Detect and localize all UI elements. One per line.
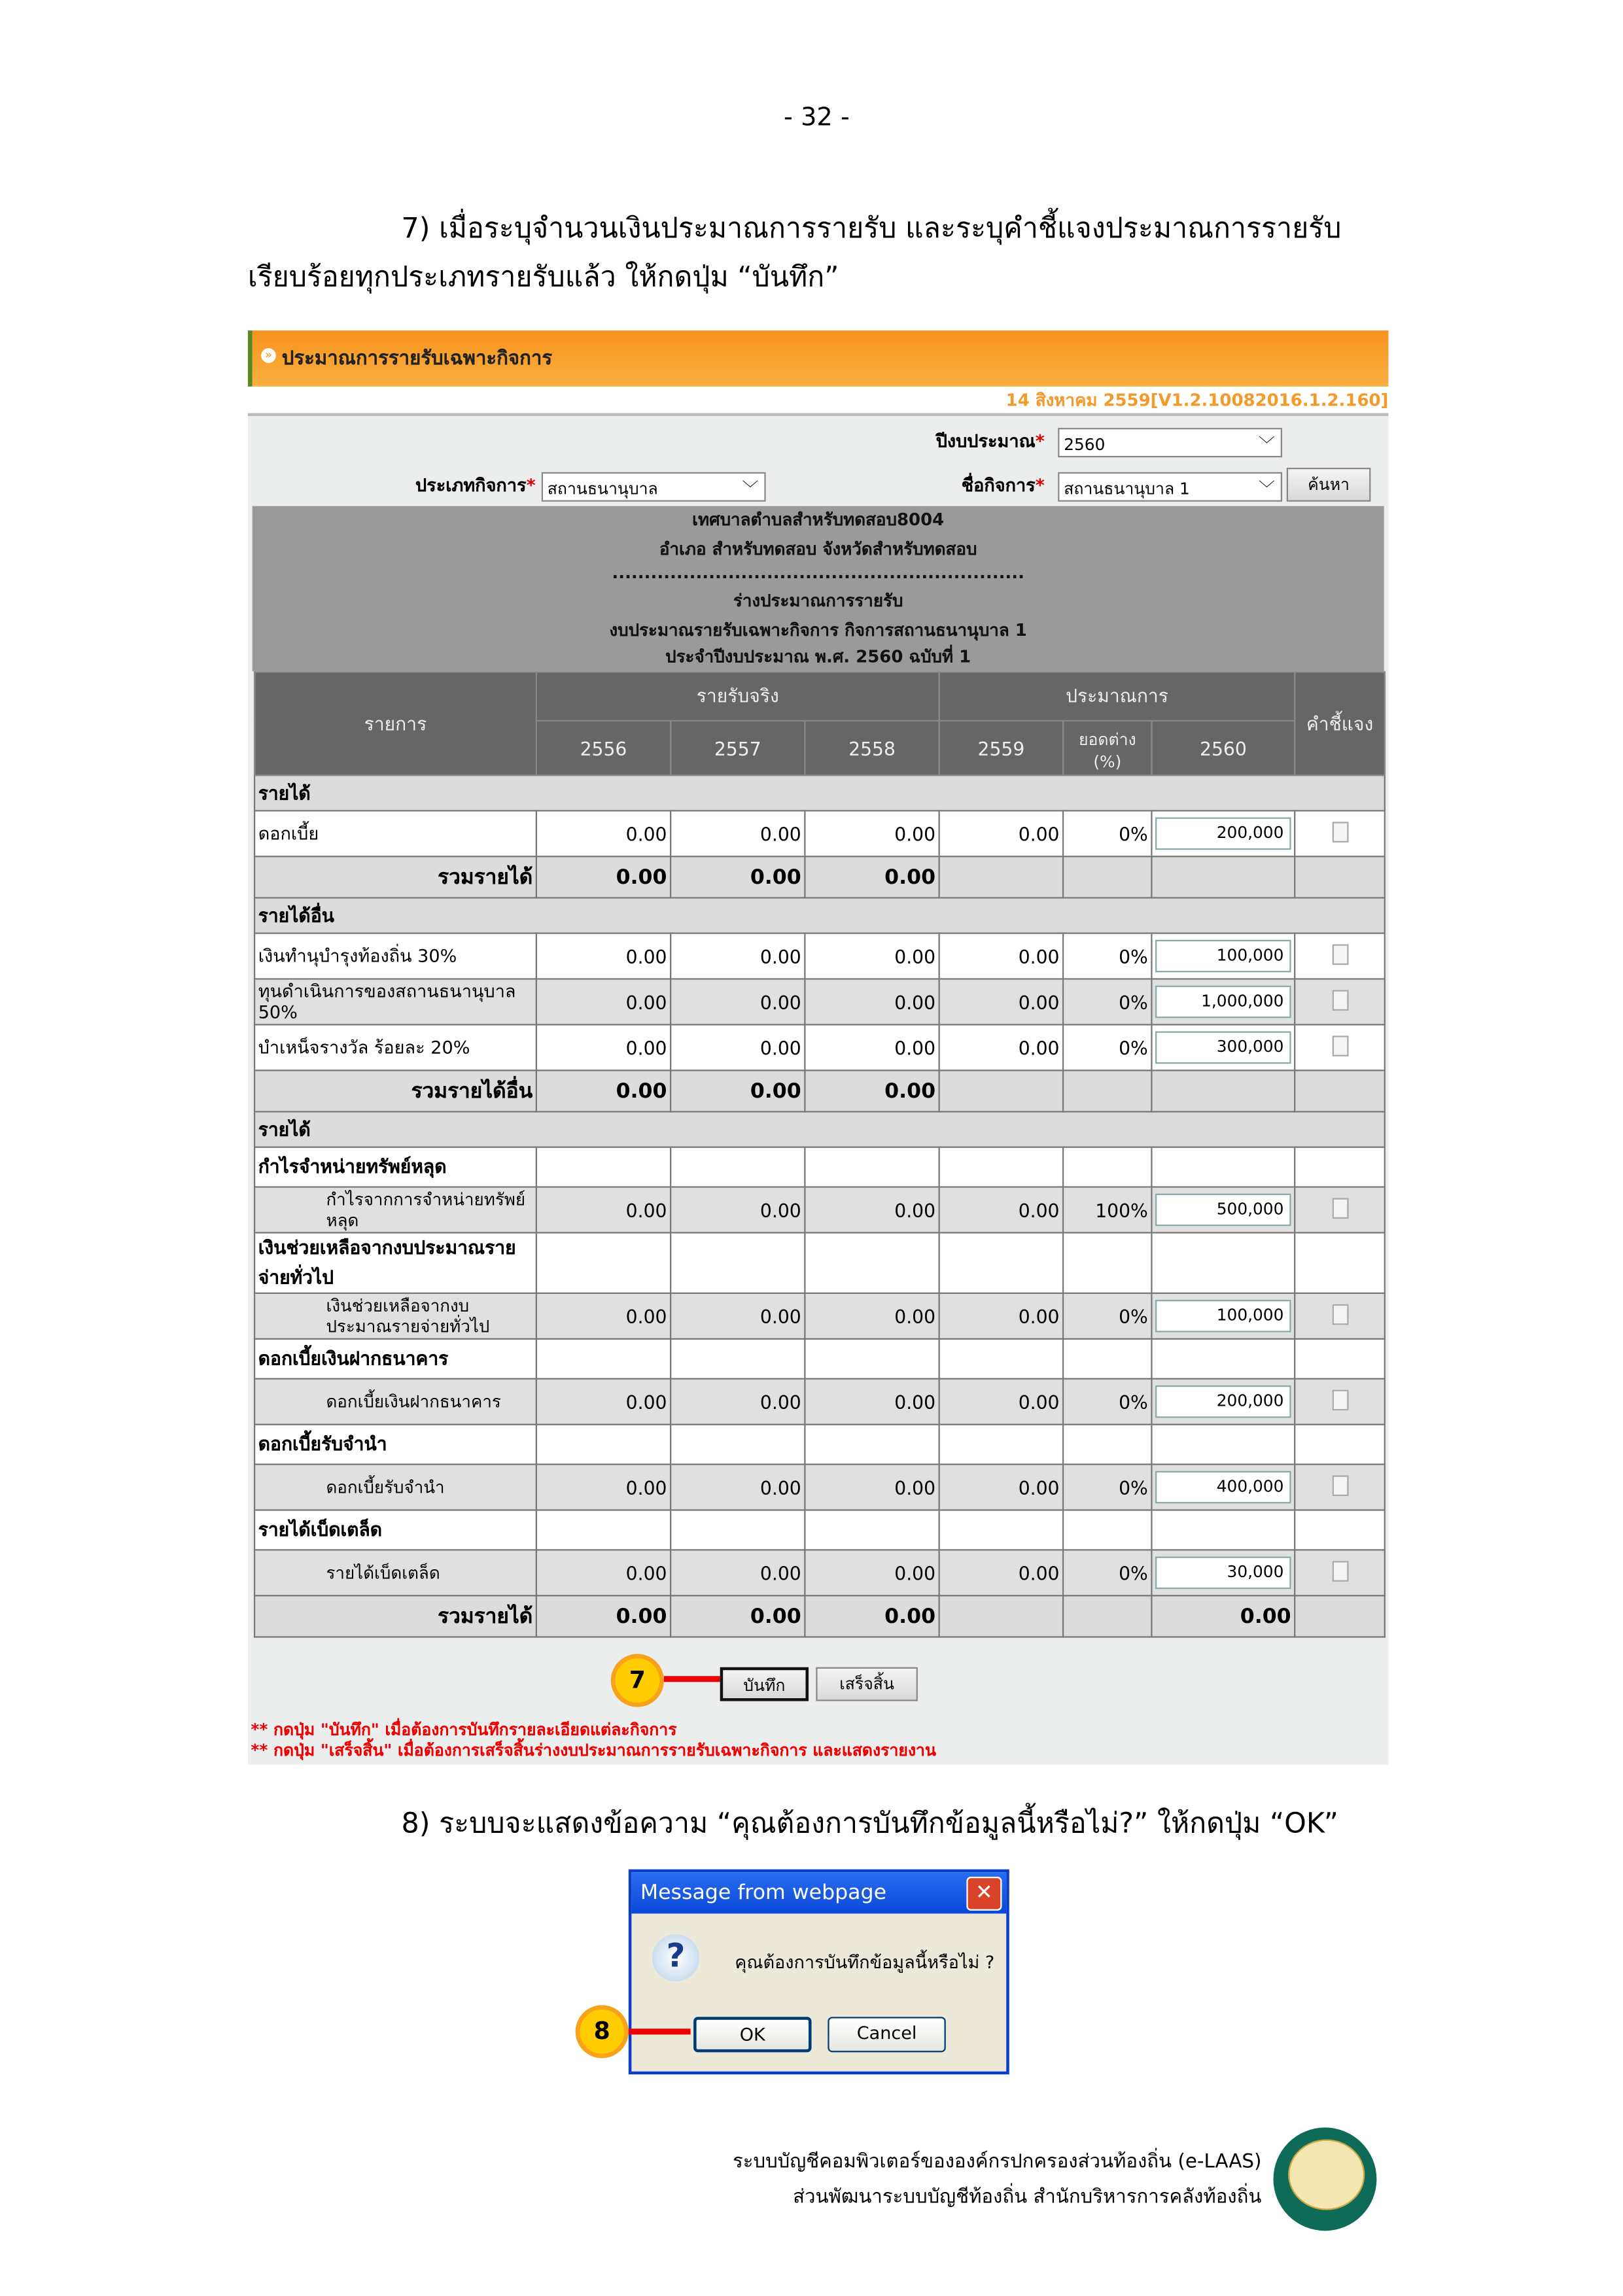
group-label: รายได้เบ็ดเตล็ด [254, 1510, 536, 1550]
heading-line: ประจำปีงบประมาณ พ.ศ. 2560 ฉบับที่ 1 [665, 646, 971, 667]
empty-cell [1063, 1595, 1151, 1637]
table-row-group [254, 1232, 1385, 1293]
empty-cell [805, 1425, 939, 1465]
estimate-input[interactable]: 30,000 [1155, 1557, 1291, 1590]
value-cell: 0.00 [805, 810, 939, 856]
diff-percent: 0% [1063, 1465, 1151, 1510]
footer-line1: ระบบบัญชีคอมพิวเตอร์ขององค์กรปกครองส่วนท้องถิ่น (e-LAAS) [732, 2151, 1262, 2174]
note-cell [1295, 933, 1385, 979]
value-cell: 0.00 [805, 1293, 939, 1339]
confirm-dialog [629, 1870, 1009, 2075]
table-row-section [254, 1112, 1385, 1147]
value-cell: 0.00 [536, 1379, 671, 1425]
col-2558: 2558 [805, 721, 939, 775]
diff-percent: 0% [1063, 1550, 1151, 1595]
callout-7: 7 [611, 1654, 664, 1707]
type-select[interactable]: สถานธนานุบาล ﹀ [542, 472, 766, 502]
empty-cell [1151, 1339, 1295, 1379]
revenue-estimate-panel [248, 330, 1389, 1764]
value-cell: 0.00 [671, 1465, 805, 1510]
empty-cell [1063, 1510, 1151, 1550]
empty-cell [536, 1147, 671, 1187]
empty-cell [939, 1232, 1063, 1293]
empty-cell [536, 1232, 671, 1293]
col-2556: 2556 [536, 721, 671, 775]
value-cell: 0.00 [805, 933, 939, 979]
note-save: ** กดปุ่ม "บันทึก" เมื่อต้องการบันทึกรายละเอียดแต่ละกิจการ [251, 1720, 677, 1740]
value-cell: 0.00 [939, 933, 1063, 979]
value-cell: 0.00 [536, 1187, 671, 1233]
col-note: คำชี้แจง [1295, 672, 1385, 775]
total-2560 [1151, 856, 1295, 897]
diff-percent: 0% [1063, 1024, 1151, 1070]
total-value: 0.00 [805, 1595, 939, 1637]
group-label: ดอกเบี้ยรับจำนำ [254, 1425, 536, 1465]
empty-cell [671, 1147, 805, 1187]
group-label: เงินช่วยเหลือจากงบประมาณรายจ่ายทั่วไป [254, 1232, 536, 1293]
estimate-input[interactable]: 200,000 [1155, 818, 1291, 850]
total-value: 0.00 [671, 1070, 805, 1111]
chevron-down-icon: ﹀ [1258, 479, 1275, 499]
col-2560: 2560 [1151, 721, 1295, 775]
heading-line: งบประมาณรายรับเฉพาะกิจการ กิจการสถานธนานุบาล 1 [609, 619, 1027, 640]
report-heading [253, 506, 1384, 672]
value-cell: 0.00 [939, 1379, 1063, 1425]
diff-percent: 0% [1063, 810, 1151, 856]
callout-arrow [664, 1676, 720, 1682]
total-label: รวมรายได้ [254, 856, 536, 897]
estimate-input[interactable]: 100,000 [1155, 940, 1291, 973]
table-row-group [254, 1425, 1385, 1465]
estimate-2560-cell [1151, 1550, 1295, 1595]
value-cell: 0.00 [671, 810, 805, 856]
document-icon[interactable] [1332, 1197, 1348, 1218]
empty-cell [939, 1070, 1063, 1111]
empty-cell [1063, 856, 1151, 897]
table-row-item [254, 1379, 1385, 1425]
value-cell: 0.00 [671, 1379, 805, 1425]
value-cell: 0.00 [805, 1379, 939, 1425]
empty-cell [671, 1339, 805, 1379]
empty-cell [671, 1232, 805, 1293]
date-version: 14 สิงหาคม 2559[V1.2.10082016.1.2.160] [248, 387, 1389, 416]
empty-cell [1063, 1147, 1151, 1187]
value-cell: 0.00 [536, 979, 671, 1025]
step7-line1: 7) เมื่อระบุจำนวนเงินประมาณการรายรับ และระบุคำชี้แจงประมาณการรายรับ [401, 212, 1342, 245]
table-row-total [254, 1070, 1385, 1111]
heading-line: เทศบาลตำบลสำหรับทดสอบ8004 [692, 509, 945, 530]
value-cell: 0.00 [671, 1293, 805, 1339]
value-cell: 0.00 [939, 1550, 1063, 1595]
section-label: รายได้ [254, 775, 1385, 810]
footer-line2: ส่วนพัฒนาระบบบัญชีท้องถิ่น สำนักบริหารการคลังท้องถิ่น [793, 2186, 1262, 2209]
step7-line2: เรียบร้อยทุกประเภทรายรับแล้ว ให้กดปุ่ม “บันทึก” [247, 261, 839, 294]
year-label: ปีงบประมาณ* [935, 430, 1045, 452]
estimate-2560-cell [1151, 1465, 1295, 1510]
note-cell [1295, 1187, 1385, 1233]
cancel-button[interactable]: Cancel [828, 2017, 945, 2052]
table-row-section [254, 775, 1385, 810]
empty-cell [1295, 1147, 1385, 1187]
document-icon[interactable] [1332, 1560, 1348, 1581]
finish-button[interactable]: เสร็จสิ้น [816, 1667, 918, 1701]
total-value: 0.00 [536, 1070, 671, 1111]
total-2560 [1151, 1070, 1295, 1111]
name-label: ชื่อกิจการ* [961, 475, 1045, 496]
item-label: ทุนดำเนินการของสถานธนานุบาล 50% [254, 979, 536, 1025]
document-icon[interactable] [1332, 1304, 1348, 1325]
total-2560: 0.00 [1151, 1595, 1295, 1637]
total-value: 0.00 [805, 856, 939, 897]
value-cell: 0.00 [536, 1024, 671, 1070]
callout-arrow [629, 2028, 691, 2034]
item-label: กำไรจากการจำหน่ายทรัพย์หลุด [254, 1187, 536, 1233]
empty-cell [1295, 1510, 1385, 1550]
value-cell: 0.00 [805, 979, 939, 1025]
empty-cell [1295, 1070, 1385, 1111]
empty-cell [939, 1510, 1063, 1550]
group-label: กำไรจำหน่ายทรัพย์หลุด [254, 1147, 536, 1187]
table-row-item [254, 1465, 1385, 1510]
empty-cell [939, 1339, 1063, 1379]
page-number: - 32 - [783, 103, 850, 133]
close-icon[interactable]: ✕ [966, 1877, 1002, 1911]
col-actual: รายรับจริง [536, 672, 939, 720]
col-2557: 2557 [671, 721, 805, 775]
document-icon[interactable] [1332, 989, 1348, 1010]
empty-cell [1295, 1232, 1385, 1293]
total-value: 0.00 [671, 856, 805, 897]
note-cell [1295, 1293, 1385, 1339]
year-select[interactable]: 2560 ﹀ [1058, 428, 1282, 457]
table-row-item [254, 1293, 1385, 1339]
total-label: รวมรายได้อื่น [254, 1070, 536, 1111]
empty-cell [805, 1510, 939, 1550]
table-row-total [254, 1595, 1385, 1637]
table-row-group [254, 1339, 1385, 1379]
item-label: ดอกเบี้ย [254, 810, 536, 856]
empty-cell [939, 1595, 1063, 1637]
col-diff: ยอดต่าง (%) [1063, 721, 1151, 775]
value-cell: 0.00 [805, 1550, 939, 1595]
table-row-group [254, 1147, 1385, 1187]
document-icon[interactable] [1332, 821, 1348, 842]
item-label: เงินทำนุบำรุงท้องถิ่น 30% [254, 933, 536, 979]
section-label: รายได้อื่น [254, 897, 1385, 933]
value-cell: 0.00 [671, 933, 805, 979]
estimate-input[interactable]: 1,000,000 [1155, 986, 1291, 1018]
value-cell: 0.00 [671, 979, 805, 1025]
value-cell: 0.00 [536, 1465, 671, 1510]
col-estimate: ประมาณการ [939, 672, 1295, 720]
section-label: รายได้ [254, 1112, 1385, 1147]
value-cell: 0.00 [536, 933, 671, 979]
step8-text: 8) ระบบจะแสดงข้อความ “คุณต้องการบันทึกข้อมูลนี้หรือไม่?” ให้กดปุ่ม “OK” [401, 1807, 1338, 1840]
value-cell: 0.00 [536, 1293, 671, 1339]
panel-title: ประมาณการรายรับเฉพาะกิจการ [281, 348, 553, 371]
estimate-input[interactable]: 400,000 [1155, 1471, 1291, 1504]
table-row-item [254, 933, 1385, 979]
question-icon: ? [652, 1934, 699, 1981]
empty-cell [1295, 1595, 1385, 1637]
value-cell: 0.00 [671, 1187, 805, 1233]
empty-cell [1295, 856, 1385, 897]
heading-line: ................................................................ [612, 562, 1024, 583]
empty-cell [536, 1339, 671, 1379]
col-2559: 2559 [939, 721, 1063, 775]
heading-line: ร่างประมาณการรายรับ [733, 590, 903, 611]
estimate-input[interactable]: 300,000 [1155, 1032, 1291, 1064]
value-cell: 0.00 [671, 1024, 805, 1070]
table-row-total [254, 856, 1385, 897]
value-cell: 0.00 [939, 979, 1063, 1025]
value-cell: 0.00 [939, 1187, 1063, 1233]
table-row-group [254, 1510, 1385, 1550]
type-label: ประเภทกิจการ* [415, 475, 536, 496]
item-label: ดอกเบี้ยรับจำนำ [254, 1465, 536, 1510]
empty-cell [805, 1147, 939, 1187]
estimate-2560-cell [1151, 933, 1295, 979]
estimate-2560-cell [1151, 1187, 1295, 1233]
revenue-table [254, 671, 1386, 1637]
total-value: 0.00 [671, 1595, 805, 1637]
empty-cell [939, 1425, 1063, 1465]
heading-line: อำเภอ สำหรับทดสอบ จังหวัดสำหรับทดสอบ [659, 538, 977, 559]
diff-percent: 0% [1063, 933, 1151, 979]
department-logo [1273, 2127, 1376, 2231]
ok-button[interactable]: OK [693, 2017, 811, 2052]
value-cell: 0.00 [536, 810, 671, 856]
estimate-input[interactable]: 200,000 [1155, 1385, 1291, 1418]
name-select[interactable]: สถานธนานุบาล 1 ﹀ [1058, 472, 1282, 502]
total-value: 0.00 [536, 856, 671, 897]
value-cell: 0.00 [805, 1465, 939, 1510]
empty-cell [805, 1339, 939, 1379]
item-label: รายได้เบ็ดเตล็ด [254, 1550, 536, 1595]
estimate-2560-cell [1151, 1024, 1295, 1070]
group-label: ดอกเบี้ยเงินฝากธนาคาร [254, 1339, 536, 1379]
note-cell [1295, 1550, 1385, 1595]
chevron-right-icon: » [261, 348, 276, 363]
empty-cell [1063, 1070, 1151, 1111]
note-cell [1295, 1024, 1385, 1070]
document-icon[interactable] [1332, 1035, 1348, 1056]
estimate-input[interactable]: 100,000 [1155, 1300, 1291, 1332]
total-label: รวมรายได้ [254, 1595, 536, 1637]
chevron-down-icon: ﹀ [1258, 435, 1275, 455]
item-label: เงินช่วยเหลือจากงบประมาณรายจ่ายทั่วไป [254, 1293, 536, 1339]
panel-header [248, 330, 1389, 387]
estimate-2560-cell [1151, 979, 1295, 1025]
diff-percent: 0% [1063, 1293, 1151, 1339]
empty-cell [939, 856, 1063, 897]
total-value: 0.00 [805, 1070, 939, 1111]
empty-cell [1151, 1425, 1295, 1465]
value-cell: 0.00 [805, 1187, 939, 1233]
estimate-input[interactable]: 500,000 [1155, 1194, 1291, 1226]
value-cell: 0.00 [536, 1550, 671, 1595]
table-row-item [254, 1187, 1385, 1233]
diff-percent: 0% [1063, 979, 1151, 1025]
diff-percent: 100% [1063, 1187, 1151, 1233]
value-cell: 0.00 [939, 1293, 1063, 1339]
empty-cell [671, 1425, 805, 1465]
document-icon[interactable] [1332, 943, 1348, 964]
value-cell: 0.00 [939, 810, 1063, 856]
empty-cell [939, 1147, 1063, 1187]
note-cell [1295, 979, 1385, 1025]
empty-cell [1295, 1339, 1385, 1379]
dialog-title: Message from webpage [631, 1872, 1006, 1913]
table-row-section [254, 897, 1385, 933]
total-value: 0.00 [536, 1595, 671, 1637]
chevron-down-icon: ﹀ [742, 479, 759, 499]
note-finish: ** กดปุ่ม "เสร็จสิ้น" เมื่อต้องการเสร็จสิ้นร่างงบประมาณการรายรับเฉพาะกิจการ และแสดงรายงาน [251, 1741, 936, 1760]
document-icon[interactable] [1332, 1474, 1348, 1495]
empty-cell [1295, 1425, 1385, 1465]
empty-cell [1063, 1232, 1151, 1293]
empty-cell [805, 1232, 939, 1293]
save-button[interactable]: บันทึก [720, 1667, 809, 1701]
estimate-2560-cell [1151, 1379, 1295, 1425]
empty-cell [1063, 1425, 1151, 1465]
empty-cell [1063, 1339, 1151, 1379]
note-cell [1295, 1465, 1385, 1510]
diff-percent: 0% [1063, 1379, 1151, 1425]
value-cell: 0.00 [939, 1465, 1063, 1510]
empty-cell [671, 1510, 805, 1550]
col-item: รายการ [254, 672, 536, 775]
item-label: ดอกเบี้ยเงินฝากธนาคาร [254, 1379, 536, 1425]
empty-cell [1151, 1510, 1295, 1550]
callout-8: 8 [576, 2005, 629, 2058]
note-cell [1295, 1379, 1385, 1425]
document-icon[interactable] [1332, 1389, 1348, 1410]
value-cell: 0.00 [939, 1024, 1063, 1070]
table-row-item [254, 810, 1385, 856]
empty-cell [536, 1425, 671, 1465]
dialog-message: คุณต้องการบันทึกข้อมูลนี้หรือไม่ ? [735, 1952, 995, 1973]
value-cell: 0.00 [671, 1550, 805, 1595]
empty-cell [536, 1510, 671, 1550]
empty-cell [1151, 1147, 1295, 1187]
table-row-item [254, 1550, 1385, 1595]
note-cell [1295, 810, 1385, 856]
item-label: บำเหน็จรางวัล ร้อยละ 20% [254, 1024, 536, 1070]
value-cell: 0.00 [805, 1024, 939, 1070]
estimate-2560-cell [1151, 810, 1295, 856]
table-row-item [254, 1024, 1385, 1070]
search-button[interactable]: ค้นหา [1287, 468, 1371, 502]
estimate-2560-cell [1151, 1293, 1295, 1339]
table-row-item [254, 979, 1385, 1025]
empty-cell [1151, 1232, 1295, 1293]
